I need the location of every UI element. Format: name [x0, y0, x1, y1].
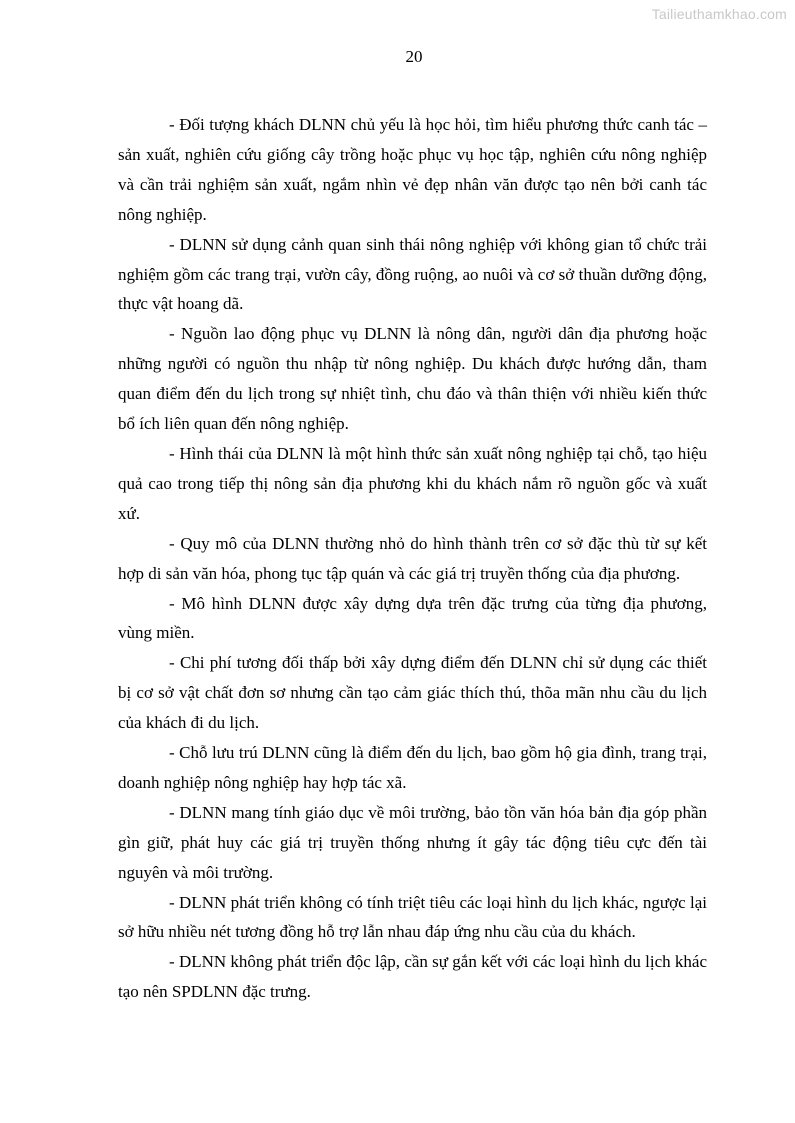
paragraph-cost: - Chi phí tương đối thấp bởi xây dựng điểm đến DLNN chỉ sử dụng các thiết bị cơ sở vật chất đơn sơ nhưng cần tạo cảm giác thích thú, thõa mãn nhu cầu du lịch của khách đi du lịch.	[118, 653, 707, 733]
paragraph-labor-source: - Nguồn lao động phục vụ DLNN là nông dân, người dân địa phương hoặc những người có nguồn thu nhập từ nông nghiệp. Du khách được hướng dẫn, tham quan điểm đến du lịch trong sự nhiệt tình, chu đáo và thân thiện với nhiều kiến thức bổ ích liên quan đến nông nghiệp.	[118, 324, 707, 434]
paragraph-scale: - Quy mô của DLNN thường nhỏ do hình thành trên cơ sở đặc thù từ sự kết hợp di sản văn hóa, phong tục tập quán và các giá trị truyền thống của địa phương.	[118, 533, 707, 583]
paragraph-form: - Hình thái của DLNN là một hình thức sản xuất nông nghiệp tại chỗ, tạo hiệu quả cao trong tiếp thị nông sản địa phương khi du khách nắm rõ nguồn gốc và xuất xứ.	[118, 443, 707, 523]
paragraph-education: - DLNN mang tính giáo dục về môi trường, bảo tồn văn hóa bản địa góp phần gìn giữ, phát huy các giá trị truyền thống nhưng ít gây tác động tiêu cực đến tài nguyên và môi trường.	[118, 802, 707, 882]
paragraph-linkage: - DLNN không phát triển độc lập, cần sự gắn kết với các loại hình du lịch khác tạo nên SPDLNN đặc trưng.	[118, 952, 707, 1002]
page-number: 20	[405, 47, 423, 66]
paragraph-landscape: - DLNN sử dụng cảnh quan sinh thái nông nghiệp với không gian tổ chức trải nghiệm gồm các trang trại, vườn cây, đồng ruộng, ao nuôi và cơ sở thuần dưỡng động, thực vật hoang dã.	[118, 234, 707, 314]
paragraph-model: - Mô hình DLNN được xây dựng dựa trên đặc trưng của từng địa phương, vùng miền.	[118, 593, 707, 643]
paragraph-visitor-profile: - Đối tượng khách DLNN chủ yếu là học hỏi, tìm hiểu phương thức canh tác – sản xuất, nghiên cứu giống cây trồng hoặc phục vụ học tập, nghiên cứu nông nghiệp và cần trải nghiệm sản xuất, ngắm nhìn vẻ đẹp nhân văn được tạo nên bởi canh tác nông nghiệp.	[118, 115, 707, 224]
watermark: Tailieuthamkhao.com	[651, 6, 787, 22]
paragraph-coexistence: - DLNN phát triển không có tính triệt tiêu các loại hình du lịch khác, ngược lại sở hữu nhiều nét tương đồng hỗ trợ lẫn nhau đáp ứng nhu cầu của du khách.	[118, 892, 707, 942]
body-text	[118, 110, 707, 1007]
paragraph-accommodation: - Chỗ lưu trú DLNN cũng là điểm đến du lịch, bao gồm hộ gia đình, trang trại, doanh nghiệp nông nghiệp hay hợp tác xã.	[118, 743, 707, 792]
